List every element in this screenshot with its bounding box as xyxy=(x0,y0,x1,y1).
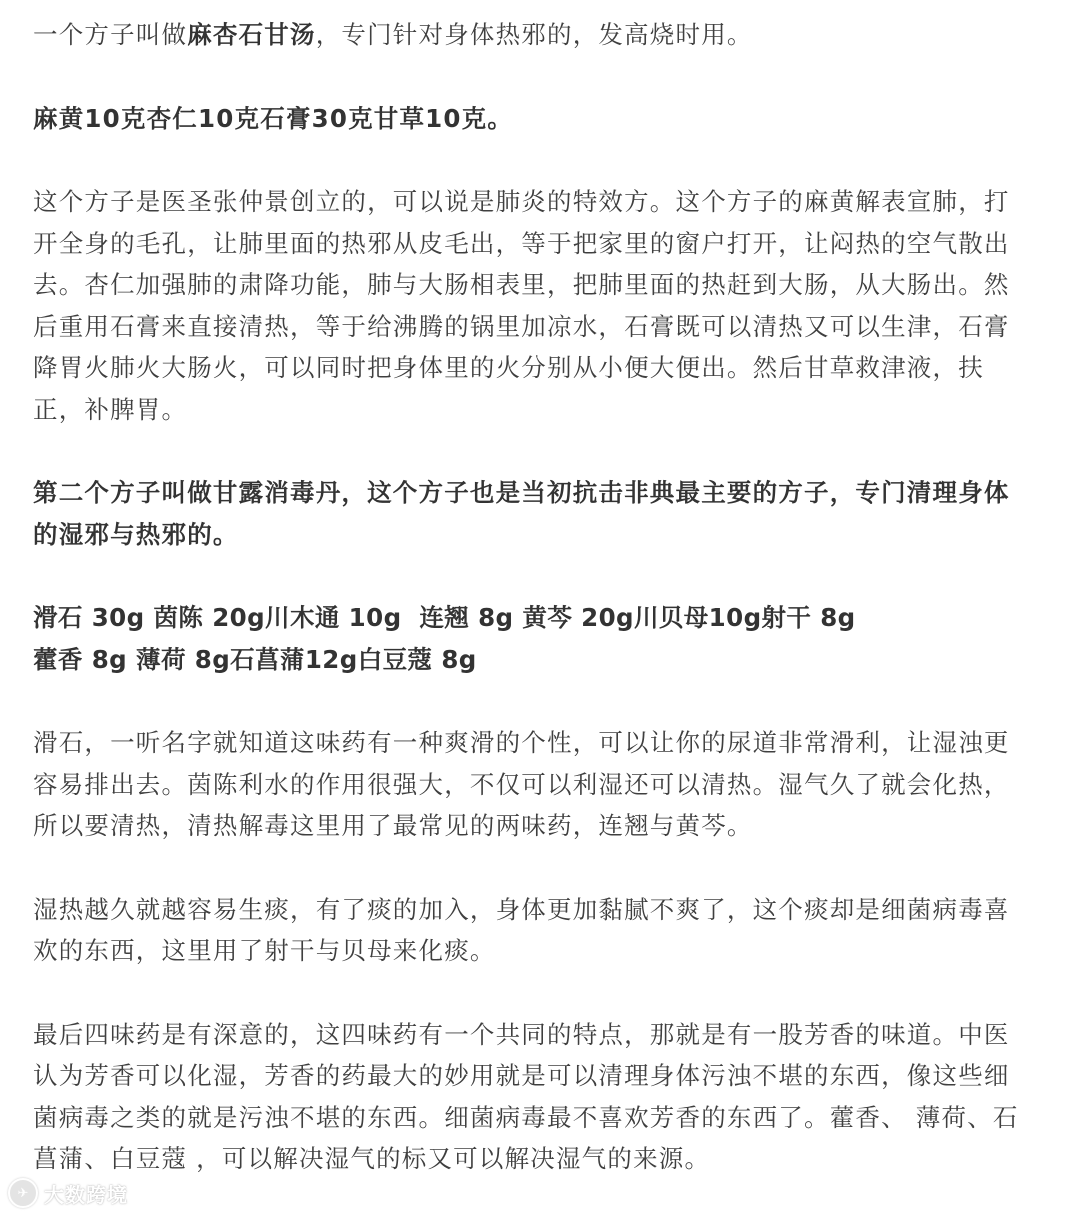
intro-paragraph xyxy=(33,14,1033,56)
explanation-paragraph-4: 最后四味药是有深意的，这四味药有一个共同的特点，那就是有一股芳香的味道。中医认为芳香可以化湿，芳香的药最大的妙用就是可以清理身体污浊不堪的东西，像这些细菌病毒之类的就是污浊不堪的东西。细菌病毒最不喜欢芳香的东西了。藿香、 薄荷、石菖蒲、白豆蔻 ，可以解决湿气的标又可以解决湿气的来源。 xyxy=(33,1019,1019,1173)
formula-1-ingredients: 麻黄10克杏仁10克石膏30克甘草10克。 xyxy=(33,103,514,133)
intro-text-post: ，专门针对身体热邪的，发高烧时用。 xyxy=(315,20,753,49)
formula-2-line-2: 藿香 8g 薄荷 8g石菖蒲12g白豆蔻 8g xyxy=(33,644,477,674)
explanation-paragraph-2: 滑石，一听名字就知道这味药有一种爽滑的个性，可以让你的尿道非常滑利，让湿浊更容易排出去。茵陈利水的作用很强大，不仅可以利湿还可以清热。湿气久了就会化热，所以要清热，清热解毒这里用了最常见的两味药，连翘与黄芩。 xyxy=(33,728,1010,840)
formula-2-ingredients xyxy=(33,597,1033,680)
intro-text-pre: 一个方子叫做 xyxy=(33,20,188,49)
watermark-logo-icon: ✈ xyxy=(8,1178,38,1208)
formula-name-highlight: 麻杏石甘汤 xyxy=(187,20,316,49)
formula-2-line-1: 滑石 30g 茵陈 20g川木通 10g 连翘 8g 黄芩 20g川贝母10g射干 8g xyxy=(33,603,856,632)
article-body xyxy=(33,14,1033,1180)
intro-paragraph-2: 第二个方子叫做甘露消毒丹，这个方子也是当初抗击非典最主要的方子，专门清理身体的湿邪与热邪的。 xyxy=(33,478,1010,549)
explanation-paragraph-3: 湿热越久就越容易生痰，有了痰的加入，身体更加黏腻不爽了，这个痰却是细菌病毒喜欢的东西，这里用了射干与贝母来化痰。 xyxy=(33,894,1010,965)
watermark-text: 大数跨境 xyxy=(44,1182,128,1207)
explanation-paragraph-1: 这个方子是医圣张仲景创立的，可以说是肺炎的特效方。这个方子的麻黄解表宣肺，打开全身的毛孔，让肺里面的热邪从皮毛出，等于把家里的窗户打开，让闷热的空气散出去。杏仁加强肺的肃降功能，肺与大肠相表里，把肺里面的热赶到大肠，从大肠出。然后重用石膏来直接清热，等于给沸腾的锅里加凉水，石膏既可以清热又可以生津，石膏降胃火肺火大肠火，可以同时把身体里的火分别从小便大便出。然后甘草救津液，扶正，补脾胃。 xyxy=(33,187,1010,424)
watermark xyxy=(8,1178,128,1208)
